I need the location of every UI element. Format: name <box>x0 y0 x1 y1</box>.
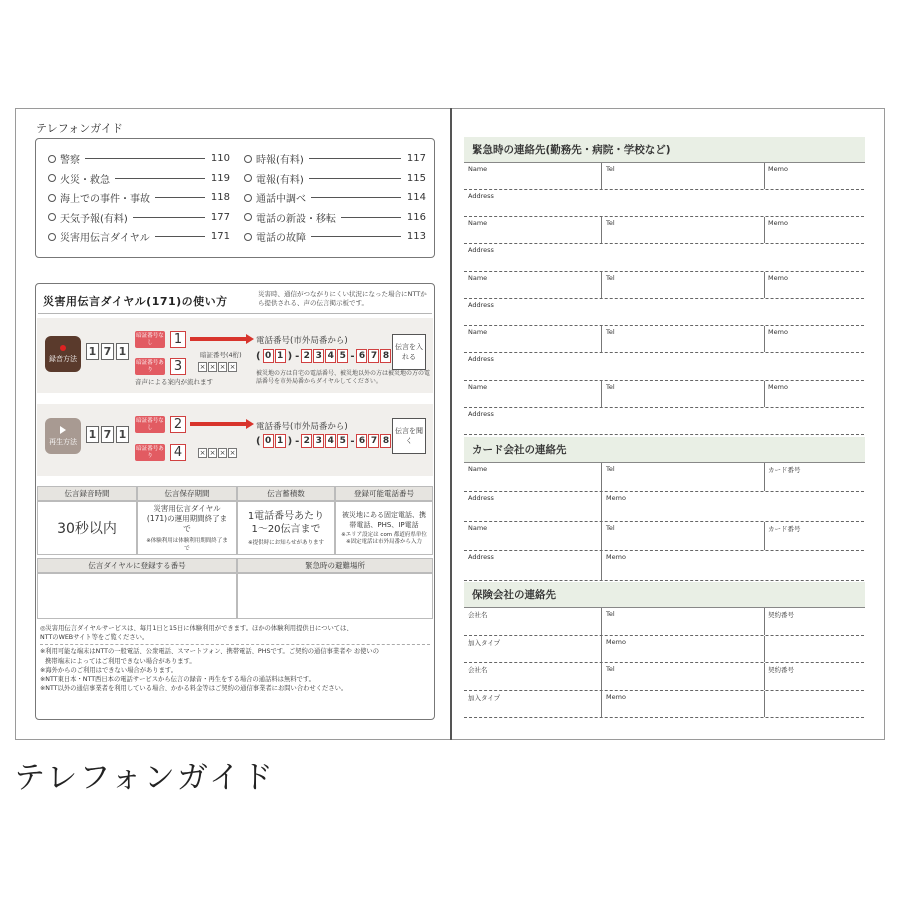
phone-digit: 7 <box>368 349 379 363</box>
column-divider <box>764 272 765 298</box>
cell-main: 被災地にある固定電話、携帯電話、PHS、IP電話 <box>342 511 426 529</box>
guide-item-number: 116 <box>406 211 426 223</box>
emergency-address-row[interactable] <box>464 190 864 217</box>
guide-item-label: 電報(有料) <box>256 174 304 186</box>
arrow-head-icon <box>246 419 254 429</box>
phone-example: ( 0 1 ) - 2 3 4 5 - 6 7 8 <box>255 434 416 448</box>
record-end-box <box>392 334 426 370</box>
cell-main: 1電話番号あたり 1〜20伝言まで <box>247 511 325 535</box>
table-header: 伝言保存期間 <box>137 486 237 501</box>
dial-spec-table <box>37 486 433 555</box>
phone-digit: 0 <box>263 349 274 363</box>
page-gutter <box>450 108 452 740</box>
footnotes <box>40 624 430 693</box>
guide-item-label: 警察 <box>60 155 80 166</box>
dial-171-play <box>86 426 129 443</box>
no-pin-tag: 暗証番号なし <box>135 331 165 348</box>
table-cell <box>37 501 137 555</box>
leader-line <box>309 158 401 159</box>
emergency-address-row[interactable] <box>464 244 864 271</box>
phone-digit: 2 <box>301 349 312 363</box>
field-label: 加入タイプ <box>468 694 501 702</box>
digit-box: 1 <box>116 343 129 360</box>
table-cell <box>335 501 433 555</box>
play-step-b: 4 <box>170 444 186 461</box>
guide-item-label: 電話の新設・移転 <box>256 213 336 225</box>
digit-box: 1 <box>86 343 99 360</box>
play-step-a: 2 <box>170 416 186 433</box>
leader-line <box>115 178 205 179</box>
phone-dash: - <box>295 435 300 447</box>
no-pin-tag: 暗証番号なし <box>135 416 165 433</box>
leader-line <box>133 217 205 218</box>
field-label: Name <box>468 165 488 173</box>
field-label: Address <box>468 192 494 200</box>
field-label: Memo <box>768 382 788 391</box>
leader-line <box>85 158 205 159</box>
guide-item-number: 115 <box>406 172 426 184</box>
column-divider <box>764 663 765 690</box>
footnote: ※利用可能な端末はNTTの一般電話、公衆電話、スマートフォン、携帯電話、PHSです。ご契約の通信事業者や お使いの <box>40 648 380 656</box>
pin-boxes: × × × × <box>199 449 236 457</box>
phone-digit: 0 <box>263 434 274 448</box>
column-divider <box>764 636 765 662</box>
digit-box: 1 <box>86 426 99 443</box>
emergency-contacts-title: 緊急時の連絡先(勤務先・病院・学校など) <box>472 144 671 156</box>
cell-main: 災害用伝言ダイヤル(171)の運用期間終了まで <box>146 504 228 533</box>
field-label: Tel <box>606 465 615 473</box>
column-divider <box>601 691 602 717</box>
guide-item-number: 118 <box>210 192 230 203</box>
column-divider <box>601 163 602 189</box>
circle-icon <box>244 155 252 163</box>
play-end-box <box>392 418 426 454</box>
field-label: Name <box>468 382 488 391</box>
field-label: Name <box>468 328 488 337</box>
record-step-b: 3 <box>170 358 186 375</box>
circle-icon <box>244 174 252 182</box>
phone-example: ( 0 1 ) - 2 3 4 5 - 6 7 8 <box>255 349 416 363</box>
field-label: 会社名 <box>468 666 488 674</box>
table-header: 登録可能電話番号 <box>335 486 433 501</box>
cell-sub: ※提供時にお知らせがあります <box>248 540 324 546</box>
leader-line <box>155 197 205 198</box>
column-divider <box>764 691 765 717</box>
with-pin-tag: 暗証番号あり <box>135 358 165 375</box>
field-label: Tel <box>606 219 615 228</box>
footnote: ◎災害用伝言ダイヤルサービスは、毎月1日と15日に体験利用ができます。ほかの体験利用提供日については、 <box>40 625 353 632</box>
guide-item-label: 通話中調べ <box>256 194 306 205</box>
field-label: Tel <box>606 665 615 673</box>
guide-item <box>244 210 426 225</box>
emergency-address-row[interactable] <box>464 299 864 326</box>
emergency-address-row[interactable] <box>464 353 864 380</box>
field-label: Tel <box>606 610 615 618</box>
guide-item <box>244 229 426 244</box>
insurance-type-row[interactable] <box>464 691 864 718</box>
field-label: Name <box>468 273 488 282</box>
field-label: Tel <box>606 328 615 337</box>
field-label: カード番号 <box>768 525 801 533</box>
guide-item <box>48 210 230 225</box>
circle-icon <box>48 233 56 241</box>
field-label: Name <box>468 465 488 473</box>
insurance-company-row[interactable] <box>464 663 864 691</box>
play-method-badge <box>45 418 81 454</box>
insurance-company-row[interactable] <box>464 608 864 636</box>
cell-main: 30秒以内 <box>57 521 117 537</box>
phone-digit: 7 <box>368 434 379 448</box>
field-label: Memo <box>768 219 788 228</box>
column-divider <box>601 663 602 690</box>
column-divider <box>601 522 602 550</box>
phone-label: 電話番号(市外局番から) <box>256 422 348 432</box>
phone-digit: 6 <box>356 434 367 448</box>
card-name-row[interactable] <box>464 463 864 492</box>
phone-dash: - <box>350 350 355 362</box>
guide-item <box>48 229 230 244</box>
guide-item-label: 災害用伝言ダイヤル <box>60 233 150 244</box>
pin-note: 音声による案内が流れます <box>135 378 213 386</box>
divider <box>38 313 432 314</box>
leader-line <box>155 236 205 237</box>
column-divider <box>764 522 765 550</box>
play-end-label: 伝言を聞く <box>395 427 423 445</box>
table-header: 伝言蓄積数 <box>237 486 335 501</box>
emergency-address-row[interactable] <box>464 408 864 435</box>
arrow-icon <box>190 422 246 426</box>
column-divider <box>764 381 765 407</box>
table-cell <box>237 501 335 555</box>
field-label: カード番号 <box>768 466 801 474</box>
emergency-name-row[interactable] <box>464 272 864 299</box>
field-label: Address <box>468 553 494 561</box>
emergency-name-row[interactable] <box>464 217 864 244</box>
emergency-name-row[interactable] <box>464 163 864 190</box>
circle-icon <box>244 213 252 221</box>
field-label: Tel <box>606 165 615 173</box>
guide-item-number: 119 <box>210 172 230 184</box>
phone-digit: 1 <box>275 349 286 363</box>
field-label: Tel <box>606 524 615 532</box>
guide-item <box>48 151 230 166</box>
column-divider <box>601 463 602 491</box>
insurance-type-row[interactable] <box>464 636 864 663</box>
leader-line <box>309 178 401 179</box>
table-header: 緊急時の避難場所 <box>237 558 433 573</box>
field-label: 会社名 <box>468 611 488 619</box>
guide-item-number: 177 <box>210 211 230 223</box>
table-header: 伝言録音時間 <box>37 486 137 501</box>
table-cell <box>137 501 237 555</box>
register-number-field[interactable] <box>37 573 237 619</box>
column-divider <box>764 608 765 635</box>
record-method-label: 録音方法 <box>49 354 77 363</box>
phone-guide-box <box>35 138 435 258</box>
phone-digit: 8 <box>380 349 391 363</box>
phone-label: 電話番号(市外局番から) <box>256 336 348 346</box>
field-label: Memo <box>606 494 626 502</box>
footnote: NTTのWEBサイト等をご覧ください。 <box>40 634 149 642</box>
column-divider <box>764 163 765 189</box>
column-divider <box>601 636 602 662</box>
field-label: Memo <box>606 693 626 701</box>
phone-dash: - <box>295 350 300 362</box>
record-end-label: 伝言を入れる <box>395 343 423 361</box>
column-divider <box>601 551 602 580</box>
field-label: Address <box>468 300 494 309</box>
emergency-name-row[interactable] <box>464 326 864 353</box>
field-label: Memo <box>606 638 626 646</box>
dial-171-record <box>86 343 129 360</box>
emergency-contacts-header <box>464 137 865 163</box>
card-address-row[interactable] <box>464 492 864 522</box>
image-caption: テレフォンガイド <box>14 760 275 796</box>
record-dot-icon <box>60 345 66 351</box>
guide-item-number: 171 <box>210 231 230 242</box>
phone-digit: 2 <box>301 434 312 448</box>
record-step-a: 1 <box>170 331 186 348</box>
disaster-dial-note: 災害時、通信がつながりにくい状況になった場合にNTTから提供される、声の伝言掲示板です。 <box>258 290 427 307</box>
phone-dash: - <box>350 435 355 447</box>
field-label: Tel <box>606 382 615 391</box>
phone-digit: 3 <box>313 349 324 363</box>
phone-digit: 1 <box>275 434 286 448</box>
digit-box: 7 <box>101 426 114 443</box>
cell-sub: ※エリア設定は com 都道府県単位 ※固定電話は市外局番から入力 <box>341 532 427 545</box>
card-name-row[interactable] <box>464 522 864 551</box>
phone-digit: 3 <box>313 434 324 448</box>
pin-boxes: × × × × <box>199 363 236 371</box>
arrow-head-icon <box>246 334 254 344</box>
card-contacts-title: カード会社の連絡先 <box>472 444 567 456</box>
circle-icon <box>48 174 56 182</box>
insurance-contacts-title: 保険会社の連絡先 <box>472 589 556 601</box>
emergency-name-row[interactable] <box>464 381 864 408</box>
column-divider <box>764 217 765 243</box>
circle-icon <box>244 194 252 202</box>
field-label: Memo <box>768 165 788 173</box>
phone-digit: 5 <box>337 434 348 448</box>
guide-item <box>48 171 230 186</box>
footnote: 携帯端末によってはご利用できない場合があります。 <box>45 657 196 665</box>
field-label: Name <box>468 524 488 532</box>
card-contacts-header <box>464 437 865 463</box>
guide-item-label: 天気予報(有料) <box>60 213 128 225</box>
column-divider <box>601 381 602 407</box>
guide-item <box>48 190 230 205</box>
phone-digit: 5 <box>337 349 348 363</box>
guide-item-label: 海上での事件・事故 <box>60 194 150 205</box>
table-header: 伝言ダイヤルに登録する番号 <box>37 558 237 573</box>
field-label: Address <box>468 494 494 502</box>
field-label: 加入タイプ <box>468 639 501 647</box>
phone-digit: 4 <box>325 434 336 448</box>
record-method-badge <box>45 336 81 372</box>
with-pin-tag: 暗証番号あり <box>135 444 165 461</box>
guide-item <box>244 190 426 205</box>
field-label: 契約番号 <box>768 666 794 674</box>
field-label: 契約番号 <box>768 611 794 619</box>
guide-item-number: 114 <box>406 192 426 203</box>
circle-icon <box>48 213 56 221</box>
guide-item-label: 火災・救急 <box>60 174 110 186</box>
field-label: Address <box>468 246 494 255</box>
arrow-icon <box>190 337 246 341</box>
guide-item-label: 時報(有料) <box>256 155 304 166</box>
column-divider <box>764 326 765 352</box>
cell-sub: ※体験利用は体験利用期間終了まで <box>146 538 228 552</box>
page-title: テレフォンガイド <box>36 122 123 135</box>
phone-digit: 8 <box>380 434 391 448</box>
field-label: Tel <box>606 273 615 282</box>
circle-icon <box>48 155 56 163</box>
guide-item <box>244 151 426 166</box>
field-label: Memo <box>606 553 626 561</box>
footnote: ※海外からのご利用はできない場合があります。 <box>40 666 178 674</box>
insurance-contacts-header <box>464 582 865 608</box>
guide-item-number: 110 <box>210 153 230 164</box>
leader-line <box>341 217 401 218</box>
guide-item <box>244 171 426 186</box>
column-divider <box>764 463 765 491</box>
leader-line <box>311 197 401 198</box>
play-icon <box>60 426 66 434</box>
phone-digit: 6 <box>356 349 367 363</box>
digit-box: 1 <box>116 426 129 443</box>
disaster-dial-title: 災害用伝言ダイヤル(171)の使い方 <box>43 295 228 308</box>
card-address-row[interactable] <box>464 551 864 581</box>
footnote: ※NTT以外の通信事業者を利用している場合、かかる料金等はご契約の通信事業者にお問い合わせください。 <box>40 685 348 693</box>
footnote: ※NTT東日本・NTT西日本の電話サービスから伝言の録音・再生をする場合の通話料は無料です。 <box>40 676 315 684</box>
field-label: Name <box>468 219 488 228</box>
column-divider <box>601 272 602 298</box>
column-divider <box>601 217 602 243</box>
field-label: Memo <box>768 328 788 337</box>
circle-icon <box>48 194 56 202</box>
guide-item-number: 117 <box>406 153 426 164</box>
play-method-label: 再生方法 <box>49 437 77 446</box>
area-note: 被災地の方は自宅の電話番号、被災地以外の方は被災地の方の電話番号を市外局番からダイヤルしてください。 <box>256 370 431 385</box>
register-table <box>37 558 433 619</box>
leader-line <box>311 236 401 237</box>
field-label: Memo <box>768 273 788 282</box>
guide-item-number: 113 <box>406 231 426 242</box>
circle-icon <box>244 233 252 241</box>
evacuation-site-field[interactable] <box>237 573 433 619</box>
field-label: Address <box>468 355 494 364</box>
guide-item-label: 電話の故障 <box>256 233 306 244</box>
phone-digit: 4 <box>325 349 336 363</box>
column-divider <box>601 608 602 635</box>
column-divider <box>601 326 602 352</box>
pin-label: 暗証番号(4桁) <box>200 351 242 359</box>
column-divider <box>601 492 602 521</box>
field-label: Address <box>468 409 494 418</box>
digit-box: 7 <box>101 343 114 360</box>
